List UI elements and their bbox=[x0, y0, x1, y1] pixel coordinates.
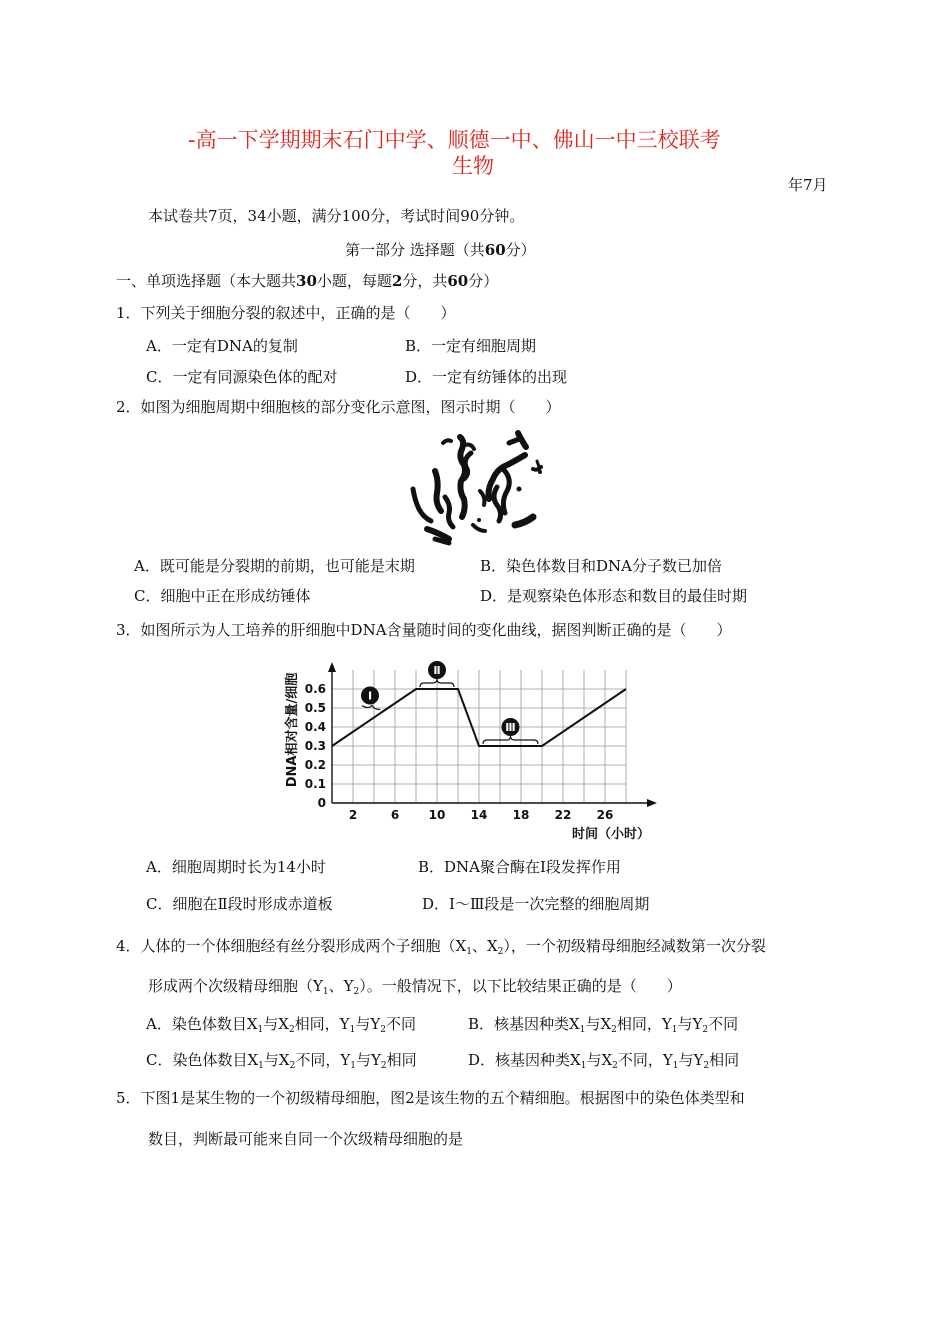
question-5-stem-line2: 数目，判断最可能来自同一个次级精母细胞的是 bbox=[148, 1130, 464, 1148]
y-axis-arrow bbox=[328, 662, 336, 672]
question-3-option-d: D．Ⅰ～Ⅲ段是一次完整的细胞周期 bbox=[422, 895, 650, 913]
x-tick-label: 22 bbox=[554, 808, 572, 822]
part-heading: 第一部分 选择题（共60分） bbox=[345, 241, 536, 259]
chromosome-figure bbox=[405, 425, 555, 550]
question-3-option-a: A．细胞周期时长为14小时 bbox=[146, 858, 326, 876]
segment-brace bbox=[362, 706, 380, 710]
x-tick-labels bbox=[349, 808, 614, 822]
segment-label: Ⅰ bbox=[367, 689, 373, 703]
question-4-option-c: C．染色体数目$X_1$与$X_2$不同，$Y_1$与$Y_2$相同 bbox=[146, 1051, 417, 1071]
question-2-option-c: C．细胞中正在形成纺锤体 bbox=[134, 587, 311, 605]
question-4-option-d: D．核基因种类$X_1$与$X_2$不同，$Y_1$与$Y_2$相同 bbox=[468, 1051, 740, 1071]
question-2-option-b: B．染色体数目和DNA分子数已加倍 bbox=[480, 557, 723, 575]
y-tick-label: 0.6 bbox=[304, 682, 326, 696]
x-tick-label: 18 bbox=[512, 808, 530, 822]
x-tick-label: 6 bbox=[390, 808, 400, 822]
y-tick-labels bbox=[305, 682, 326, 810]
question-1-stem: 1．下列关于细胞分裂的叙述中，正确的是（ ） bbox=[116, 304, 456, 322]
x-axis-label: 时间（小时） bbox=[572, 827, 651, 842]
segment-brace bbox=[483, 736, 538, 744]
chart-axes bbox=[328, 662, 657, 807]
question-4-option-b: B．核基因种类$X_1$与$X_2$相同，$Y_1$与$Y_2$不同 bbox=[468, 1015, 739, 1035]
page-subtitle: 生物 bbox=[452, 154, 494, 178]
question-3-option-c: C．细胞在Ⅱ段时形成赤道板 bbox=[146, 895, 333, 913]
x-tick-label: 26 bbox=[596, 808, 614, 822]
y-tick-label: 0 bbox=[317, 796, 326, 810]
question-3-option-b: B．DNA聚合酶在Ⅰ段发挥作用 bbox=[418, 858, 621, 876]
question-1-option-c: C．一定有同源染色体的配对 bbox=[146, 368, 338, 386]
question-5-stem-line1: 5．下图1是某生物的一个初级精母细胞，图2是该生物的五个精细胞。根据图中的染色体类型和 bbox=[116, 1089, 745, 1107]
x-tick-label: 14 bbox=[470, 808, 488, 822]
question-1-option-d: D．一定有纺锤体的出现 bbox=[405, 368, 568, 386]
x-axis-arrow bbox=[647, 799, 657, 807]
y-tick-label: 0.2 bbox=[304, 758, 326, 772]
exam-date: 年7月 bbox=[788, 176, 828, 194]
x-tick-label: 2 bbox=[348, 808, 358, 822]
segment-label: Ⅱ bbox=[433, 664, 441, 677]
question-2-option-d: D．是观察染色体形态和数目的最佳时期 bbox=[480, 587, 748, 605]
y-tick-label: 0.5 bbox=[304, 701, 326, 715]
question-4-stem-line2: 形成两个次级精母细胞（$Y_1$、$Y_2$）。一般情况下，以下比较结果正确的是（ ） bbox=[148, 977, 682, 997]
x-tick-label: 10 bbox=[428, 808, 446, 822]
question-4-option-a: A．染色体数目$X_1$与$X_2$相同，$Y_1$与$Y_2$不同 bbox=[146, 1015, 416, 1035]
question-2-option-a: A．既可能是分裂期的前期，也可能是末期 bbox=[134, 557, 415, 575]
question-4-stem-line1: 4．人体的一个体细胞经有丝分裂形成两个子细胞（$X_1$、$X_2$），一个初级精母细胞经减数第一次分裂 bbox=[116, 937, 766, 957]
page-title: -高一下学期期末石门中学、顺德一中、佛山一中三校联考 bbox=[188, 128, 721, 152]
y-tick-label: 0.4 bbox=[304, 720, 326, 734]
segment-markers bbox=[361, 661, 538, 744]
question-3-stem: 3．如图所示为人工培养的肝细胞中DNA含量随时间的变化曲线，据图判断正确的是（ ） bbox=[116, 621, 732, 639]
y-axis-label: DNA相对含量/细胞 bbox=[285, 672, 300, 788]
question-1-option-a: A．一定有DNA的复制 bbox=[146, 337, 298, 355]
y-tick-label: 0.3 bbox=[304, 739, 326, 753]
question-1-option-b: B．一定有细胞周期 bbox=[405, 337, 537, 355]
question-2-stem: 2．如图为细胞周期中细胞核的部分变化示意图，图示时期（ ） bbox=[116, 398, 561, 416]
segment-label: Ⅲ bbox=[505, 721, 516, 734]
dna-content-chart bbox=[280, 650, 680, 845]
intro-text: 本试卷共7页，34小题，满分100分，考试时间90分钟。 bbox=[148, 207, 525, 225]
y-tick-label: 0.1 bbox=[304, 777, 326, 791]
section-heading: 一、单项选择题（本大题共30小题，每题2分，共60分） bbox=[116, 272, 499, 290]
